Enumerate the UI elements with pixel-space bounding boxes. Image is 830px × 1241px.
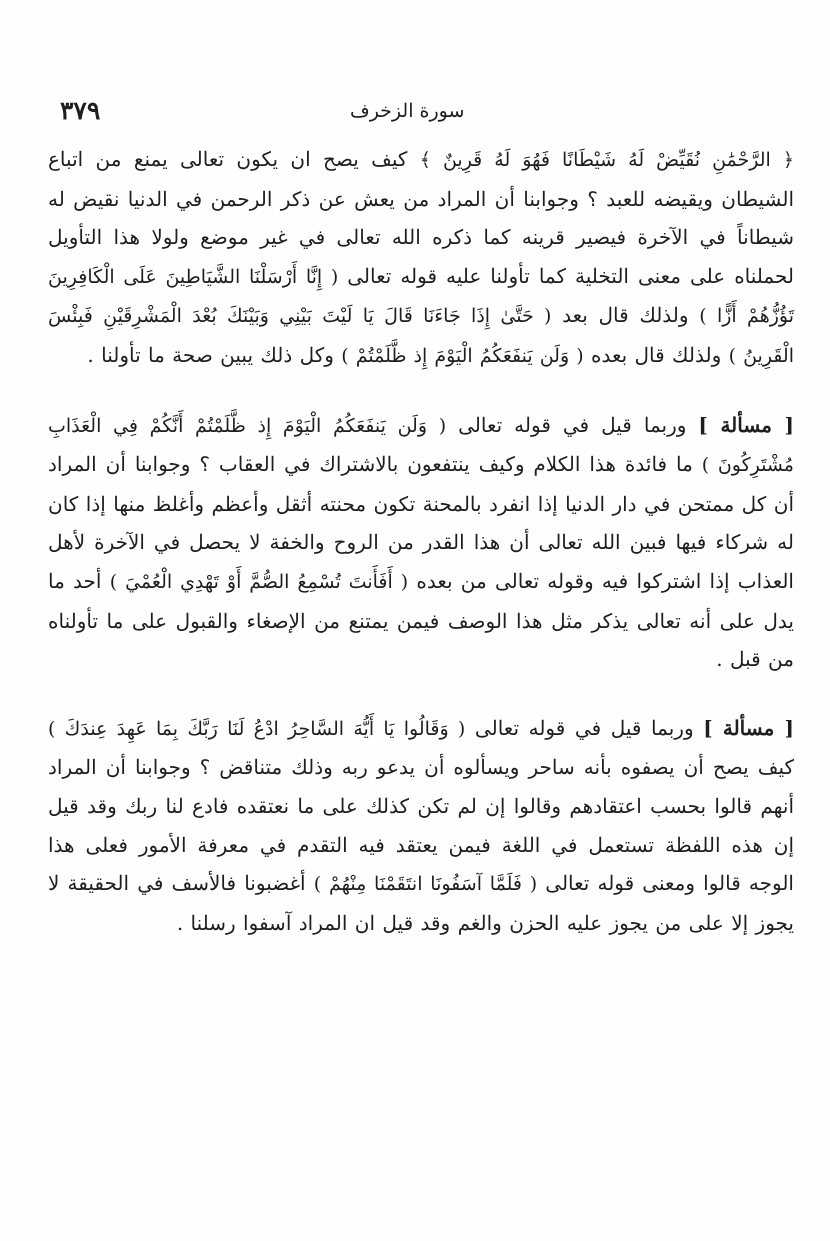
paragraph-text: وربما قيل في قوله تعالى <box>465 715 704 740</box>
paragraph-text: كيف يصح أن يصفوه بأنه ساحر ويسألوه أن يدعو ربه وذلك متناقض ؟ وجوابنا أن المراد أنهم قالوا بحسب اعتقادهم وقالوا إن لم تكن كذلك على ما نعتقده فادع لنا ربك وقد قيل إن هذه اللفظة تستعمل في اللغة فيمن يعتقد فيه التقدم في معرفة الأمور فعلى هذا الوجه قالوا ومعنى قوله تعالى <box>48 755 795 896</box>
paragraph-text: كيف يصح ان يكون تعالى يمنع من اتباع الشيطان ويقيضه للعبد ؟ وجوابنا أن المراد من يعش عن ذكر الرحمن في الدنيا نقيض له شيطاناً في الآخرة فيصير قرينه كما ذكره الله تعالى في غير موضع ولولا هذا التأويل لحملناه على معنى التخلية كما تأولنا عليه قوله تعالى <box>48 147 794 288</box>
paragraph-text: ولذلك قال بعده <box>583 342 729 367</box>
paragraph-1 <box>48 140 794 376</box>
quran-verse: ﴿ الرَّحْمَٰنِ نُقَيِّضْ لَهُ شَيْطَانًا فَهُوَ لَهُ قَرِينٌ ﴾ <box>419 149 794 171</box>
page-body <box>48 140 794 942</box>
paragraph-text: ولذلك قال بعد <box>551 303 700 328</box>
paragraph-2 <box>48 406 794 679</box>
quran-verse: ( حَتَّىٰ إِذَا جَاءَنَا قَالَ يَا لَيْتَ بَيْنِي وَبَيْنَكَ بُعْدَ الْمَشْرِقَيْنِ فَبِئْسَ الْقَرِينُ ) <box>48 305 794 367</box>
quran-verse: ( وَقَالُوا يَا أَيُّهَ السَّاحِرُ ادْعُ لَنَا رَبَّكَ بِمَا عَهِدَ عِندَكَ ) <box>48 717 466 740</box>
running-header <box>60 96 800 130</box>
paragraph-text: وربما قيل في قوله تعالى <box>446 412 699 437</box>
paragraph-text: أغضبونا فالأسف في الحقيقة لا يجوز إلا على من يجوز عليه الحزن والغم وقد قيل ان المراد آسفوا رسلنا . <box>48 871 794 935</box>
masala-heading: [ مسألة ] <box>703 715 794 740</box>
masala-heading: [ مسألة ] <box>698 412 794 437</box>
quran-verse: ( إِنَّا أَرْسَلْنَا الشَّيَاطِينَ عَلَى الْكَافِرِينَ تَؤُزُّهُمْ أَزًّا ) <box>48 265 794 328</box>
page-number: ٣٧٩ <box>60 96 101 125</box>
quran-verse: ( فَلَمَّا آسَفُونَا انتَقَمْنَا مِنْهُمْ ) <box>313 873 538 896</box>
surah-title: سورة الزخرف <box>350 100 465 122</box>
paragraph-text: أحد ما يدل على أنه تعالى يذكر مثل هذا الوصف فيمن يمتنع من الإصغاء والقبول على ما تأولناه من قبل . <box>48 568 795 672</box>
quran-verse: ( وَلَن يَنفَعَكُمُ الْيَوْمَ إِذ ظَّلَمْتُمْ ) <box>341 344 584 367</box>
paragraph-3 <box>48 709 794 943</box>
quran-verse: ( أَفَأَنتَ تُسْمِعُ الصُّمَّ أَوْ تَهْدِي الْعُمْيَ ) <box>109 570 409 593</box>
quran-verse: ( وَلَن يَنفَعَكُمُ الْيَوْمَ إِذ ظَّلَمْتُمْ أَنَّكُمْ فِي الْعَذَابِ مُشْتَرِكُونَ ) <box>48 414 794 477</box>
paragraph-text: وكل ذلك يبين صحة ما تأولنا . <box>87 342 342 367</box>
paragraph-text: ما فائدة هذا الكلام وكيف ينتفعون بالاشتراك في العقاب ؟ وجوابنا أن المراد أن كل ممتحن في دار الدنيا إذا انفرد بالمحنة تكون محنته أثقل وأعظم وأغلظ منها إذا كان له شركاء فيها فبين الله تعالى أن هذا القدر من الروح والخفة لا يحصل في الآخرة لأهل العذاب إذا اشتركوا فيه وقوله تعالى من بعده <box>48 452 794 593</box>
